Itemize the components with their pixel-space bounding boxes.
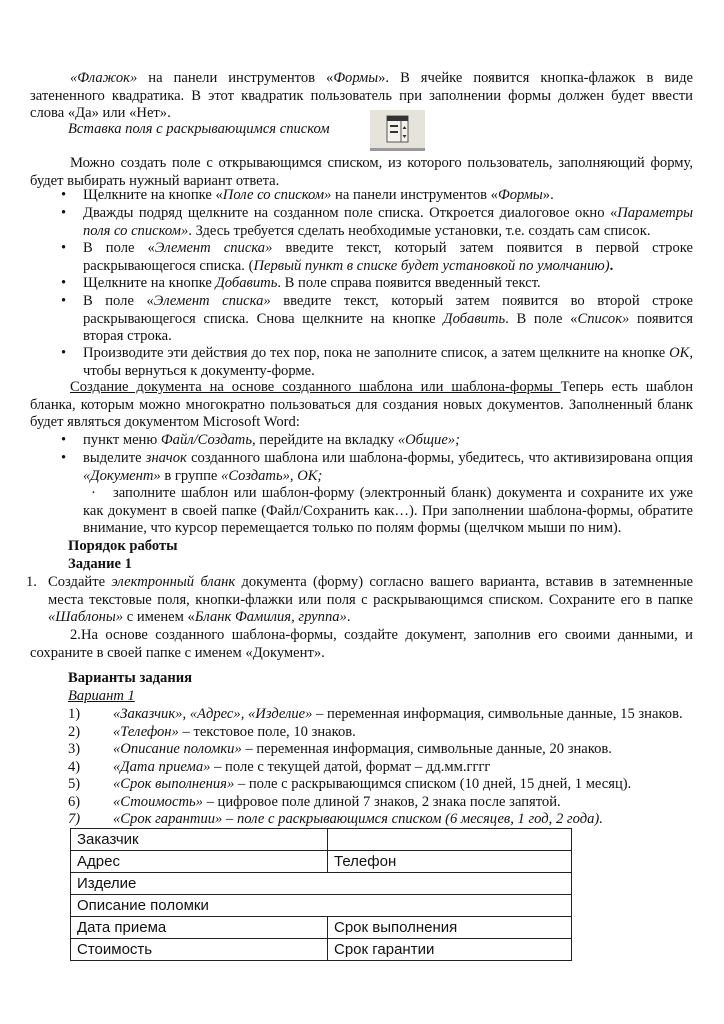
table-row (71, 895, 572, 917)
bullet-item: · заполните шаблон или шаблон-форму (электронный бланк) документа и сохраните их уже как документ в своей папке (Файл/Сохранить как…). При заполнении шаблона-формы, обратите внимание, что курсор перемещается только по полям формы (щелчком мыши по ним). (83, 485, 693, 538)
table-cell: Срок выполнения (328, 917, 572, 939)
table-cell: Адрес (71, 851, 328, 873)
table-cell: Дата приема (71, 917, 328, 939)
bullet-item: • пункт меню Файл/Создать, перейдите на вкладку «Общие»; (83, 432, 693, 450)
bullet-item: • Щелкните на кнопке «Поле со списком» на панели инструментов «Формы». (83, 187, 693, 205)
bullet-item: • выделите значок созданного шаблона или шаблона-формы, убедитесь, что активизирована опция «Документ» в группе «Создать», ОК; (83, 450, 693, 485)
bullet-item: • В поле «Элемент списка» введите текст, который затем появится в первой строке раскрывающегося списка. (Первый пункт в списке будет установкой по умолчанию). (83, 240, 693, 275)
table-cell: Заказчик (71, 829, 328, 851)
table-cell: Стоимость (71, 939, 328, 961)
task-item-1: 1. Создайте электронный бланк документа (форму) согласно вашего варианта, вставив в затемненные места текстовые поля, кнопки-флажки или поля с раскрывающимся списком. Сохраните его в папке «Шаблоны» с именем «Бланк Фамилия, группа». (26, 574, 693, 625)
form-table (70, 828, 572, 961)
table-cell: Телефон (328, 851, 572, 873)
table-cell: Изделие (71, 873, 572, 895)
table-cell: Срок гарантии (328, 939, 572, 961)
table-cell: Описание поломки (71, 895, 572, 917)
table-row (71, 917, 572, 939)
bullet-item: • Производите эти действия до тех пор, пока не заполните список, а затем щелкните на кнопке ОК, чтобы вернуться к документу-форме. (83, 345, 693, 380)
paragraph-create-document: Создание документа на основе созданного шаблона или шаблона-формы Теперь есть шаблон бланка, которым можно многократно пользоваться для создания новых документов. Заполненный бланк будет являться документом Microsoft Word: (30, 379, 694, 430)
table-row (71, 939, 572, 961)
task-item-2: 2.На основе созданного шаблона-формы, создайте документ, заполнив его своими данными, и сохраните в своей папке с именем «Документ». (30, 627, 693, 661)
variants-heading: Варианты задания (68, 670, 193, 686)
variant-1-heading: Вариант 1 (68, 688, 135, 704)
table-cell (328, 829, 572, 851)
table-row (71, 851, 572, 873)
bullet-item: • Щелкните на кнопке Добавить. В поле справа появится введенный текст. (83, 275, 693, 293)
combo-heading: Вставка поля с раскрывающимся списком (68, 121, 330, 137)
combo-box-icon (370, 110, 425, 151)
paragraph-checkbox: «Флажок» на панели инструментов «Формы». В ячейке появится кнопка-флажок в виде затененного квадратика. В этот квадратик пользователь при заполнении формы должен будет ввести слова «Да» или «Нет». (30, 70, 693, 121)
order-heading: Порядок работы (68, 538, 178, 554)
table-row (71, 829, 572, 851)
task-heading: Задание 1 (68, 556, 132, 572)
document-page: «Флажок» на панели инструментов «Формы». В ячейке появится кнопка-флажок в виде затененного квадратика. В этот квадратик пользователь при заполнении формы должен будет ввести слова «Да» или «Нет». Вставка поля с раскрывающимся списком Можно создать поле с открывающимся списком, из которого пользователь, заполняющий форму, будет выбирать нужный вариант ответа. • Щелкните на кнопке «Поле со списком» на панели инструментов «Формы». • Дважды подряд щелкните на созданном поле списка. Откроется диалоговое окно «Параметры поля со списком». Здесь требуется сделать необходимые установки, т.е. создать сам список. • В поле «Элемент списка» введите текст, который затем появится в первой строке раскрывающегося списка. (Первый пункт в списке будет установкой по умолчанию). • Щелкните на кнопке Добавить. В поле справа появится введенный текст. • В поле «Элемент списка» введите текст, который затем появится во второй строке раскрывающегося списка. Снова щелкните на кнопке Добавить. В поле «Список» появится вторая строка. • Производите эти действия до тех пор, пока не заполните список, а затем щелкните на кнопке ОК, чтобы вернуться к документу-форме. Создание документа на основе созданного шаблона или шаблона-формы Теперь есть шаблон бланка, которым можно многократно пользоваться для создания новых документов. Заполненный бланк будет являться документом Microsoft Word: • пункт меню Файл/Создать, перейдите на вкладку «Общие»; • выделите значок созданного шаблона или шаблона-формы, убедитесь, что активизирована опция «Документ» в группе «Создать», ОК; · заполните шаблон или шаблон-форму (электронный бланк) документа и сохраните их уже как документ в своей папке (Файл/Сохранить как…). При заполнении шаблона-формы, обратите внимание, что курсор перемещается только по полям формы (щелчком мыши по ним). Порядок работы Задание 1 1. Создайте электронный бланк документа (форму) согласно вашего варианта, вставив в затемненные места текстовые поля, кнопки-флажки или поля с раскрывающимся списком. Сохраните его в папке «Шаблоны» с именем «Бланк Фамилия, группа». 2.На основе созданного шаблона-формы, создайте документ, заполнив его своими данными, и сохраните в своей папке с именем «Документ». Варианты задания Вариант 1 1) «Заказчик», «Адрес», «Изделие» – переменная информация, символьные данные, 15 знаков. 2) «Телефон» – текстовое поле, 10 знаков. 3) «Описание поломки» – переменная информация, символьные данные, 20 знаков. 4) «Дата приема» – поле с текущей датой, формат – дд.мм.гггг 5) «Срок выполнения» – поле с раскрывающимся списком (10 дней, 15 дней, 1 месяц). 6) «Стоимость» – цифровое поле длиной 7 знаков, 2 знака после запятой. 7) «Срок гарантии» – поле с раскрывающимся списком (6 месяцев, 1 год, 2 года). Заказчик Адрес Телефон Изделие Описание поломки Дата приема Срок выполнения Стоимость Срок гарантии (0, 0, 724, 1024)
bullet-item: • В поле «Элемент списка» введите текст, который затем появится во второй строке раскрывающегося списка. Снова щелкните на кнопке Добавить. В поле «Список» появится вторая строка. (83, 293, 693, 346)
bullet-item: • Дважды подряд щелкните на созданном поле списка. Откроется диалоговое окно «Параметры поля со списком». Здесь требуется сделать необходимые установки, т.е. создать сам список. (83, 205, 693, 240)
paragraph-combo: Можно создать поле с открывающимся списком, из которого пользователь, заполняющий форму, будет выбирать нужный вариант ответа. (30, 155, 693, 189)
table-row (71, 873, 572, 895)
